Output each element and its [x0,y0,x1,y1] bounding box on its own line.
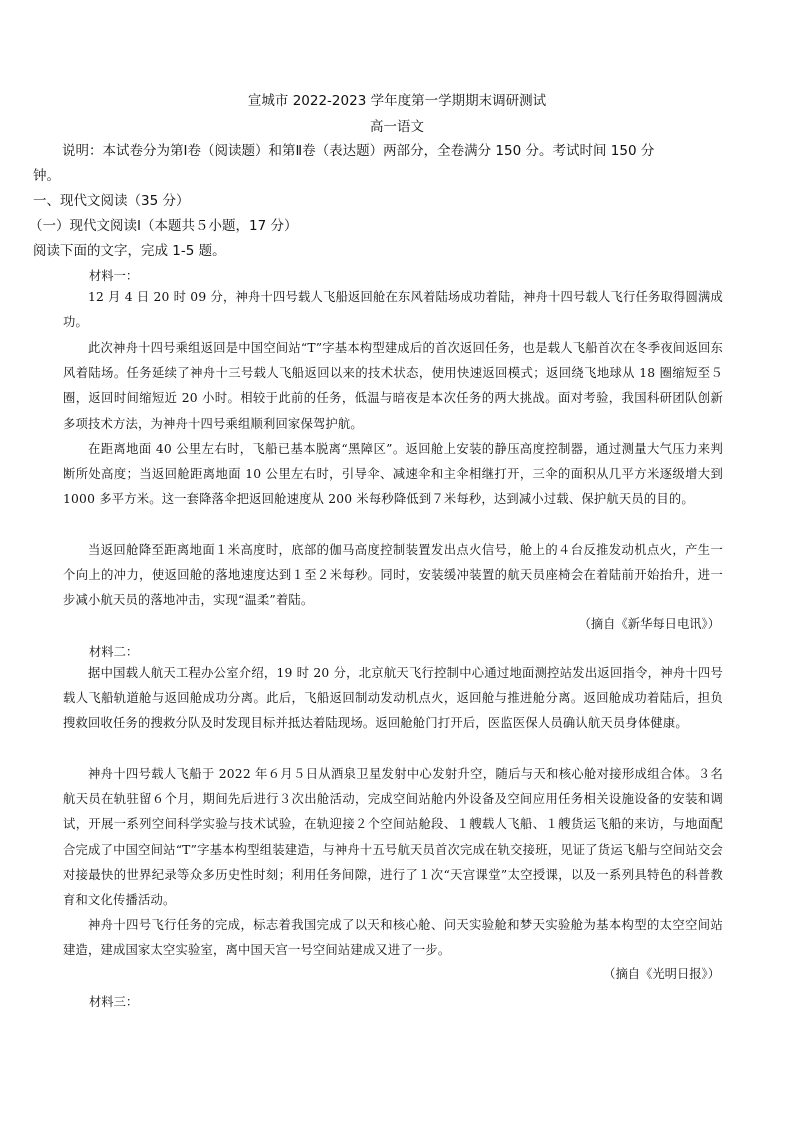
section-heading: 一、现代文阅读（35 分） [33,193,190,209]
material-2-source: （摘自《光明日报》） [603,967,720,981]
material-1-paragraph: 此次神舟十四号乘组返回是中国空间站“T”字基本构型建成后的首次返回任务，也是载人飞船首次在冬季夜间返回东风着陆场。任务延续了神舟十三号载人飞船返回以来的技术状态，使用快速返回模式；返回绕飞地球从 18 圈缩短至５圈，返回时间缩短近 20 小时。相较于此前的任务，低温与暗夜是本次任务的两大挑战。面对考验，我国科研团队创新多项技术方法，为神舟十四号乘组顺利回家保驾护航。 [63,341,723,431]
material-2-paragraph: 神舟十四号飞行任务的完成，标志着我国完成了以天和核心舱、问天实验舱和梦天实验舱为基本构型的太空空间站建造，建成国家太空实验室，离中国天宫一号空间站建成又进了一步。 [63,918,723,958]
material-3-label: 材料三： [89,995,139,1009]
material-2-paragraph: 神舟十四号载人飞船于 2022 年６月５日从酒泉卫星发射中心发射升空，随后与天和核心舱对接形成组合体。３名航天员在轨驻留６个月，期间先后进行３次出舱活动，完成空间站舱内外设备及空间应用任务相关设施设备的安装和调试，开展一系列空间科学实验与技术试验，在轨迎接２个空间站舱段、１艘载人飞船、１艘货运飞船的来访，与地面配合完成了中国空间站“T”字基本构型组装建造，与神舟十五号航天员首次完成在轨交接班，见证了货运飞船与空间站交会对接最快的世界纪录等众多历史性时刻；利用任务间隙，进行了１次“天宫课堂”太空授课，以及一系列具特色的科普教育和文化传播活动。 [63,767,723,908]
subsection-heading: （一）现代文阅读Ⅰ（本题共５小题，17 分） [29,218,298,234]
material-1-paragraph: 当返回舱降至距离地面１米高度时，底部的伽马高度控制装置发出点火信号，舱上的４台反推发动机点火，产生一个向上的冲力，使返回舱的落地速度达到１至２米每秒。同时，安装缓冲装置的航天员座椅会在着陆前开始抬升，进一步减小航天员的落地冲击，实现“温柔”着陆。 [63,543,723,608]
exam-subject: 高一语文 [370,119,424,135]
material-2-label: 材料二： [89,645,139,659]
reading-instruction: 阅读下面的文字，完成 1-5 题。 [33,243,226,259]
material-2-paragraph: 据中国载人航天工程办公室介绍，19 时 20 分，北京航天飞行控制中心通过地面测控站发出返回指令，神舟十四号载人飞船轨道舱与返回舱成功分离。此后，飞船返回制动发动机点火，返回舱与推进舱分离。返回舱成功着陆后，担负搜救回收任务的搜救分队及时发现目标并抵达着陆现场。返回舱舱门打开后，医监医保人员确认航天员身体健康。 [63,666,723,731]
material-1-source: （摘自《新华每日电讯》） [578,617,720,631]
instructions-line-2: 钟。 [33,168,60,184]
material-1-paragraph: 12 月 4 日 20 时 09 分，神舟十四号载人飞船返回舱在东风着陆场成功着陆，神舟十四号载人飞行任务取得圆满成功。 [63,290,723,330]
exam-title: 宣城市 2022-2023 学年度第一学期期末调研测试 [247,93,547,109]
material-1-label: 材料一： [89,269,139,283]
material-1-paragraph: 在距离地面 40 公里左右时，飞船已基本脱离“黑障区”。返回舱上安装的静压高度控制器，通过测量大气压力来判断所处高度；当返回舱距离地面 10 公里左右时，引导伞、减速伞和主伞相继打开，三伞的面积从几平方米逐级增大到 1000 多平方米。这一套降落伞把返回舱速度从 200 米每秒降低到７米每秒，达到减小过载、保护航天员的目的。 [63,442,723,507]
instructions-line-1: 说明：本试卷分为第Ⅰ卷（阅读题）和第Ⅱ卷（表达题）两部分，全卷满分 150 分。考试时间 150 分 [62,143,655,159]
